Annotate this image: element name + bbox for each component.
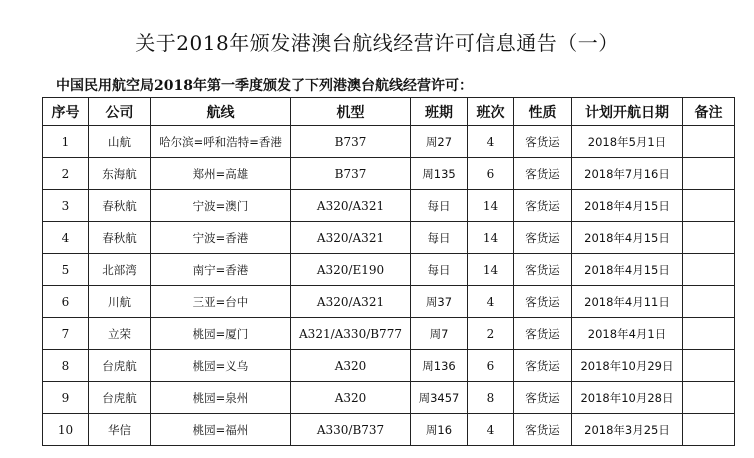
cell-frequency: 14 (468, 222, 514, 254)
cell-aircraft: A320/A321 (291, 222, 411, 254)
document-title: 关于2018年颁发港澳台航线经营许可信息通告（一） (135, 31, 619, 55)
table-row (43, 350, 735, 382)
cell-start-date: 2018年3月25日 (572, 414, 683, 446)
cell-start-date: 2018年7月16日 (572, 158, 683, 190)
cell-aircraft: A320/E190 (291, 254, 411, 286)
cell-type: 客货运 (514, 350, 572, 382)
header-no: 序号 (43, 98, 89, 126)
cell-aircraft: A320 (291, 382, 411, 414)
cell-airline: 春秋航 (89, 190, 151, 222)
cell-route: 宁波=香港 (151, 222, 291, 254)
cell-frequency: 8 (468, 382, 514, 414)
cell-aircraft: A321/A330/B777 (291, 318, 411, 350)
cell-schedule: 周135 (411, 158, 468, 190)
cell-no: 8 (43, 350, 89, 382)
cell-type: 客货运 (514, 286, 572, 318)
cell-remarks (683, 382, 735, 414)
cell-aircraft: B737 (291, 158, 411, 190)
cell-schedule: 每日 (411, 222, 468, 254)
cell-no: 4 (43, 222, 89, 254)
cell-type: 客货运 (514, 318, 572, 350)
table-header-row (43, 98, 735, 126)
cell-type: 客货运 (514, 414, 572, 446)
cell-start-date: 2018年5月1日 (572, 126, 683, 158)
cell-no: 3 (43, 190, 89, 222)
cell-no: 1 (43, 126, 89, 158)
cell-start-date: 2018年4月1日 (572, 318, 683, 350)
cell-frequency: 14 (468, 254, 514, 286)
table-row (43, 318, 735, 350)
cell-schedule: 周7 (411, 318, 468, 350)
header-aircraft: 机型 (291, 98, 411, 126)
cell-airline: 山航 (89, 126, 151, 158)
cell-remarks (683, 158, 735, 190)
cell-remarks (683, 286, 735, 318)
cell-start-date: 2018年4月15日 (572, 222, 683, 254)
cell-frequency: 4 (468, 414, 514, 446)
cell-start-date: 2018年10月28日 (572, 382, 683, 414)
cell-no: 6 (43, 286, 89, 318)
table-row (43, 382, 735, 414)
header-type: 性质 (514, 98, 572, 126)
cell-route: 宁波=澳门 (151, 190, 291, 222)
table-row (43, 414, 735, 446)
cell-airline: 台虎航 (89, 350, 151, 382)
cell-frequency: 14 (468, 190, 514, 222)
header-airline: 公司 (89, 98, 151, 126)
cell-schedule: 周136 (411, 350, 468, 382)
cell-aircraft: A320/A321 (291, 286, 411, 318)
table-row (43, 222, 735, 254)
cell-start-date: 2018年4月11日 (572, 286, 683, 318)
cell-airline: 川航 (89, 286, 151, 318)
cell-schedule: 周16 (411, 414, 468, 446)
header-frequency: 班次 (468, 98, 514, 126)
cell-remarks (683, 222, 735, 254)
cell-route: 桃园=福州 (151, 414, 291, 446)
cell-aircraft: A320 (291, 350, 411, 382)
cell-remarks (683, 350, 735, 382)
cell-frequency: 4 (468, 126, 514, 158)
cell-route: 桃园=泉州 (151, 382, 291, 414)
cell-start-date: 2018年4月15日 (572, 254, 683, 286)
cell-route: 三亚=台中 (151, 286, 291, 318)
cell-remarks (683, 254, 735, 286)
cell-frequency: 6 (468, 350, 514, 382)
cell-no: 7 (43, 318, 89, 350)
table-row (43, 254, 735, 286)
cell-type: 客货运 (514, 254, 572, 286)
cell-type: 客货运 (514, 190, 572, 222)
cell-frequency: 6 (468, 158, 514, 190)
cell-airline: 立荣 (89, 318, 151, 350)
cell-type: 客货运 (514, 158, 572, 190)
cell-schedule: 周3457 (411, 382, 468, 414)
cell-type: 客货运 (514, 382, 572, 414)
cell-airline: 北部湾 (89, 254, 151, 286)
cell-start-date: 2018年4月15日 (572, 190, 683, 222)
header-schedule: 班期 (411, 98, 468, 126)
cell-remarks (683, 414, 735, 446)
table-row (43, 126, 735, 158)
cell-route: 桃园=义乌 (151, 350, 291, 382)
permit-table (42, 97, 735, 446)
cell-aircraft: A320/A321 (291, 190, 411, 222)
table-row (43, 158, 735, 190)
document-subtitle: 中国民用航空局2018年第一季度颁发了下列港澳台航线经营许可： (56, 78, 473, 94)
cell-aircraft: B737 (291, 126, 411, 158)
cell-airline: 东海航 (89, 158, 151, 190)
cell-remarks (683, 318, 735, 350)
cell-type: 客货运 (514, 222, 572, 254)
cell-schedule: 周37 (411, 286, 468, 318)
cell-frequency: 4 (468, 286, 514, 318)
cell-schedule: 周27 (411, 126, 468, 158)
cell-remarks (683, 190, 735, 222)
header-remarks: 备注 (683, 98, 735, 126)
cell-route: 南宁=香港 (151, 254, 291, 286)
cell-route: 哈尔滨=呼和浩特=香港 (151, 126, 291, 158)
cell-no: 2 (43, 158, 89, 190)
table-row (43, 286, 735, 318)
header-route: 航线 (151, 98, 291, 126)
cell-route: 桃园=厦门 (151, 318, 291, 350)
cell-no: 5 (43, 254, 89, 286)
cell-no: 10 (43, 414, 89, 446)
cell-aircraft: A330/B737 (291, 414, 411, 446)
cell-airline: 台虎航 (89, 382, 151, 414)
cell-airline: 春秋航 (89, 222, 151, 254)
cell-route: 郑州=高雄 (151, 158, 291, 190)
cell-airline: 华信 (89, 414, 151, 446)
cell-start-date: 2018年10月29日 (572, 350, 683, 382)
cell-remarks (683, 126, 735, 158)
cell-schedule: 每日 (411, 254, 468, 286)
cell-schedule: 每日 (411, 190, 468, 222)
cell-no: 9 (43, 382, 89, 414)
header-start-date: 计划开航日期 (572, 98, 683, 126)
cell-type: 客货运 (514, 126, 572, 158)
table-row (43, 190, 735, 222)
cell-frequency: 2 (468, 318, 514, 350)
